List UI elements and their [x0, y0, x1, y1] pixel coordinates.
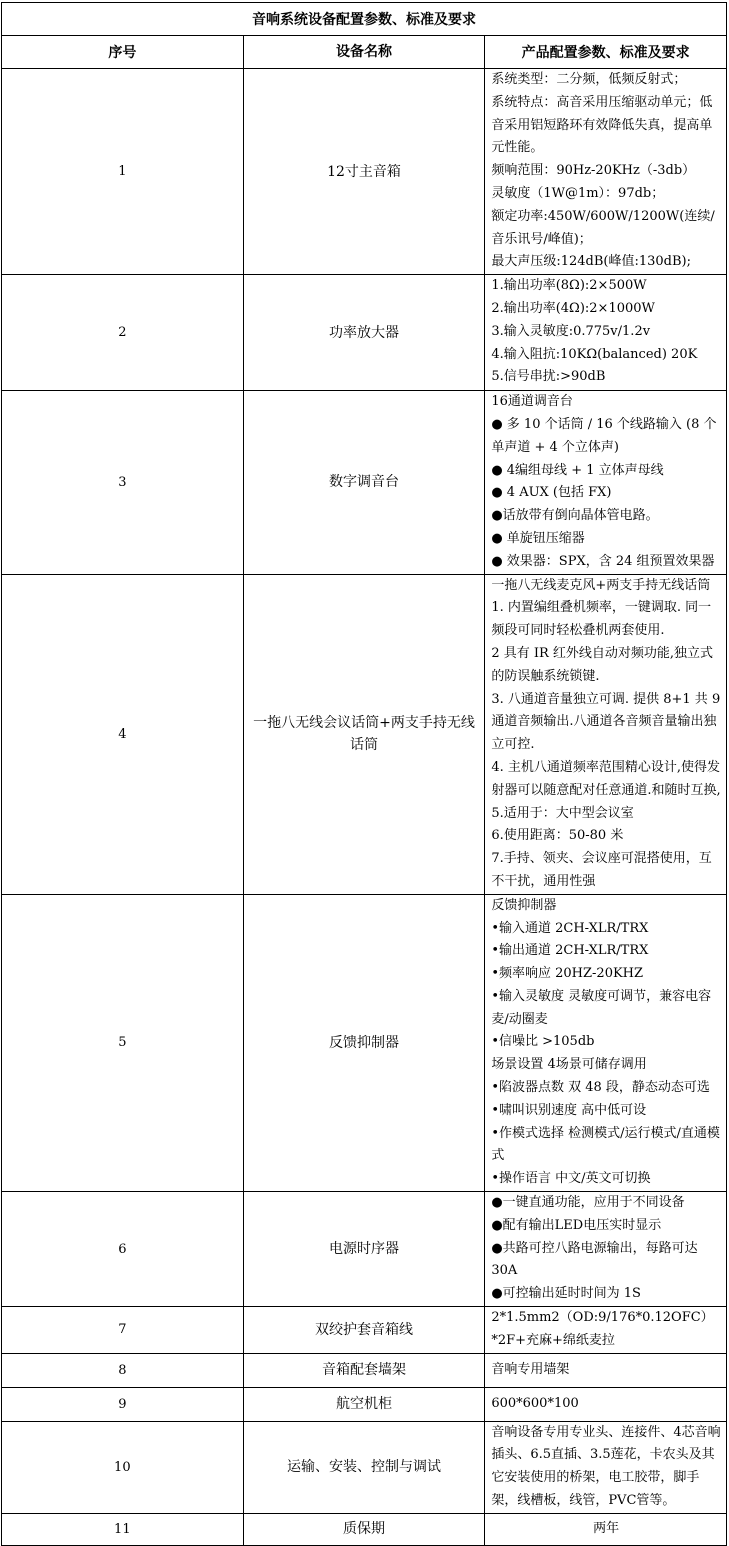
spec-line: •啸叫识别速度 高中低可设: [491, 1102, 647, 1118]
spec-line: 频响范围：90Hz-20KHz（-3db）: [491, 163, 696, 179]
spec-line: •输入通道 2CH-XLR/TRX: [491, 920, 649, 936]
row-spec: [485, 1387, 727, 1421]
row-no: 11: [2, 1513, 244, 1545]
row-name: 音箱配套墙架: [243, 1353, 485, 1387]
spec-line: 最大声压级:124dB(峰值:130dB);: [491, 254, 691, 270]
table-row: [2, 1513, 727, 1545]
spec-line: •输入灵敏度 灵敏度可调节，兼容电容麦/动圈麦: [491, 988, 712, 1027]
row-name: 一拖八无线会议话筒+两支手持无线话筒: [243, 574, 485, 894]
spec-line: 2 具有 IR 红外线自动对频功能,独立式的防误触系统锁键.: [491, 645, 714, 684]
table-row: [2, 1387, 727, 1421]
spec-line: 一拖八无线麦克风+两支手持无线话筒: [491, 577, 711, 593]
row-no: 1: [2, 69, 244, 275]
spec-line: 1.输出功率(8Ω):2×500W: [491, 278, 647, 294]
row-name: 航空机柜: [243, 1387, 485, 1421]
spec-line: ● 多 10 个话筒 / 16 个线路输入 (8 个单声道 + 4 个立体声): [491, 416, 717, 455]
row-name: 功率放大器: [243, 275, 485, 391]
row-spec: [485, 1513, 727, 1545]
spec-line: 16通道调音台: [491, 394, 573, 410]
row-spec: [485, 69, 727, 275]
row-no: 9: [2, 1387, 244, 1421]
table-row: [2, 1421, 727, 1513]
spec-table: [1, 2, 727, 1546]
spec-line: 额定功率:450W/600W/1200W(连续/音乐讯号/峰值)；: [491, 208, 715, 247]
row-no: 8: [2, 1353, 244, 1387]
header-spec: 产品配置参数、标准及要求: [485, 36, 727, 69]
row-name: 12寸主音箱: [243, 69, 485, 275]
spec-line: 2*1.5mm2（OD:9/176*0.12OFC）*2F+充麻+绵纸麦拉: [491, 1310, 714, 1348]
spec-line: 2.输出功率(4Ω):2×1000W: [491, 300, 655, 316]
row-spec: [485, 894, 727, 1191]
spec-line: ●配有输出LED电压实时显示: [491, 1217, 662, 1233]
spec-line: 场景设置 4场景可储存调用: [491, 1057, 647, 1073]
header-name: 设备名称: [243, 36, 485, 69]
table-row: [2, 1353, 727, 1387]
header-no: 序号: [2, 36, 244, 69]
spec-line: 1. 内置编组叠机频率，一键调取. 同一频段可同时轻松叠机两套使用.: [491, 600, 712, 639]
table-row: [2, 391, 727, 574]
spec-line: 600*600*100: [491, 1395, 579, 1411]
row-no: 4: [2, 574, 244, 894]
spec-line: 4. 主机八通道频率范围精心设计,使得发射器可以随意配对任意通道.和随时互换,: [491, 759, 721, 798]
table-title: 音响系统设备配置参数、标准及要求: [2, 3, 727, 36]
spec-line: •输出通道 2CH-XLR/TRX: [491, 943, 649, 959]
table-row: [2, 1192, 727, 1307]
spec-line: •信噪比 >105db: [491, 1034, 595, 1050]
spec-line: ●可控输出延时时间为 1S: [491, 1286, 641, 1302]
spec-line: ●共路可控八路电源输出，每路可达 30A: [491, 1240, 698, 1279]
row-no: 10: [2, 1421, 244, 1513]
spec-line: 5.信号串扰:>90dB: [491, 369, 606, 385]
spec-line: 5.适用于：大中型会议室: [491, 805, 634, 821]
row-no: 7: [2, 1307, 244, 1354]
row-name: 数字调音台: [243, 391, 485, 574]
spec-line: 6.使用距离：50-80 米: [491, 828, 624, 844]
header-row: [2, 36, 727, 69]
spec-line: •陷波器点数 双 48 段，静态动态可选: [491, 1080, 710, 1096]
spec-line: ●一键直通功能，应用于不同设备: [491, 1195, 685, 1211]
table-row: [2, 1307, 727, 1354]
spec-line: ● 4 AUX (包括 FX): [491, 485, 612, 501]
spec-line: 4.输入阻抗:10KΩ(balanced) 20K: [491, 346, 698, 362]
row-name: 双绞护套音箱线: [243, 1307, 485, 1354]
spec-line: 3.输入灵敏度:0.775v/1.2v: [491, 323, 651, 339]
row-spec: [485, 1307, 727, 1354]
spec-line: 系统类型：二分频，低频反射式；: [491, 72, 687, 87]
spec-line: ● 效果器：SPX，含 24 组预置效果器: [491, 553, 715, 569]
row-no: 6: [2, 1192, 244, 1307]
spec-line: 灵敏度（1W@1m）：97db；: [491, 185, 665, 201]
row-no: 5: [2, 894, 244, 1191]
row-no: 2: [2, 275, 244, 391]
row-spec: [485, 1192, 727, 1307]
row-spec: [485, 391, 727, 574]
spec-line: 音响专用墙架: [491, 1361, 570, 1377]
row-no: 3: [2, 391, 244, 574]
table-row: [2, 894, 727, 1191]
row-name: 运输、安装、控制与调试: [243, 1421, 485, 1513]
row-spec: [485, 1353, 727, 1387]
row-spec: [485, 574, 727, 894]
spec-line: 7.手持、领夹、会议座可混搭使用，互不干扰，通用性强: [491, 851, 712, 889]
spec-line: 系统特点：高音采用压缩驱动单元；低音采用铝短路环有效降低失真，提高单元性能。: [491, 94, 713, 156]
row-name: 反馈抑制器: [243, 894, 485, 1191]
spec-line: •频率响应 20HZ-20KHZ: [491, 966, 644, 982]
spec-line: •作模式选择 检测模式/运行模式/直通模式: [491, 1125, 720, 1164]
spec-line: 反馈抑制器: [491, 897, 557, 913]
spec-line: ● 4编组母线 + 1 立体声母线: [491, 462, 664, 478]
spec-line: 3. 八通道音量独立可调. 提供 8+1 共 9 通道音频输出.八通道各音频音量输出独立可控.: [491, 691, 721, 753]
table-row: [2, 275, 727, 391]
table-row: [2, 69, 727, 275]
spec-line: ●话放带有倒向晶体管电路。: [491, 508, 659, 524]
row-spec: [485, 275, 727, 391]
spec-line: ● 单旋钮压缩器: [491, 530, 585, 546]
table-row: [2, 574, 727, 894]
spec-line: 两年: [593, 1520, 620, 1536]
spec-line: •操作语言 中文/英文可切换: [491, 1171, 651, 1187]
row-name: 质保期: [243, 1513, 485, 1545]
spec-line: 音响设备专用专业头、连接件、4芯音响插头、6.5直插、3.5莲花，卡农头及其它安装使用的桥架，电工胶带，脚手架，线槽板，线管，PVC管等。: [491, 1424, 721, 1509]
row-spec: [485, 1421, 727, 1513]
row-name: 电源时序器: [243, 1192, 485, 1307]
